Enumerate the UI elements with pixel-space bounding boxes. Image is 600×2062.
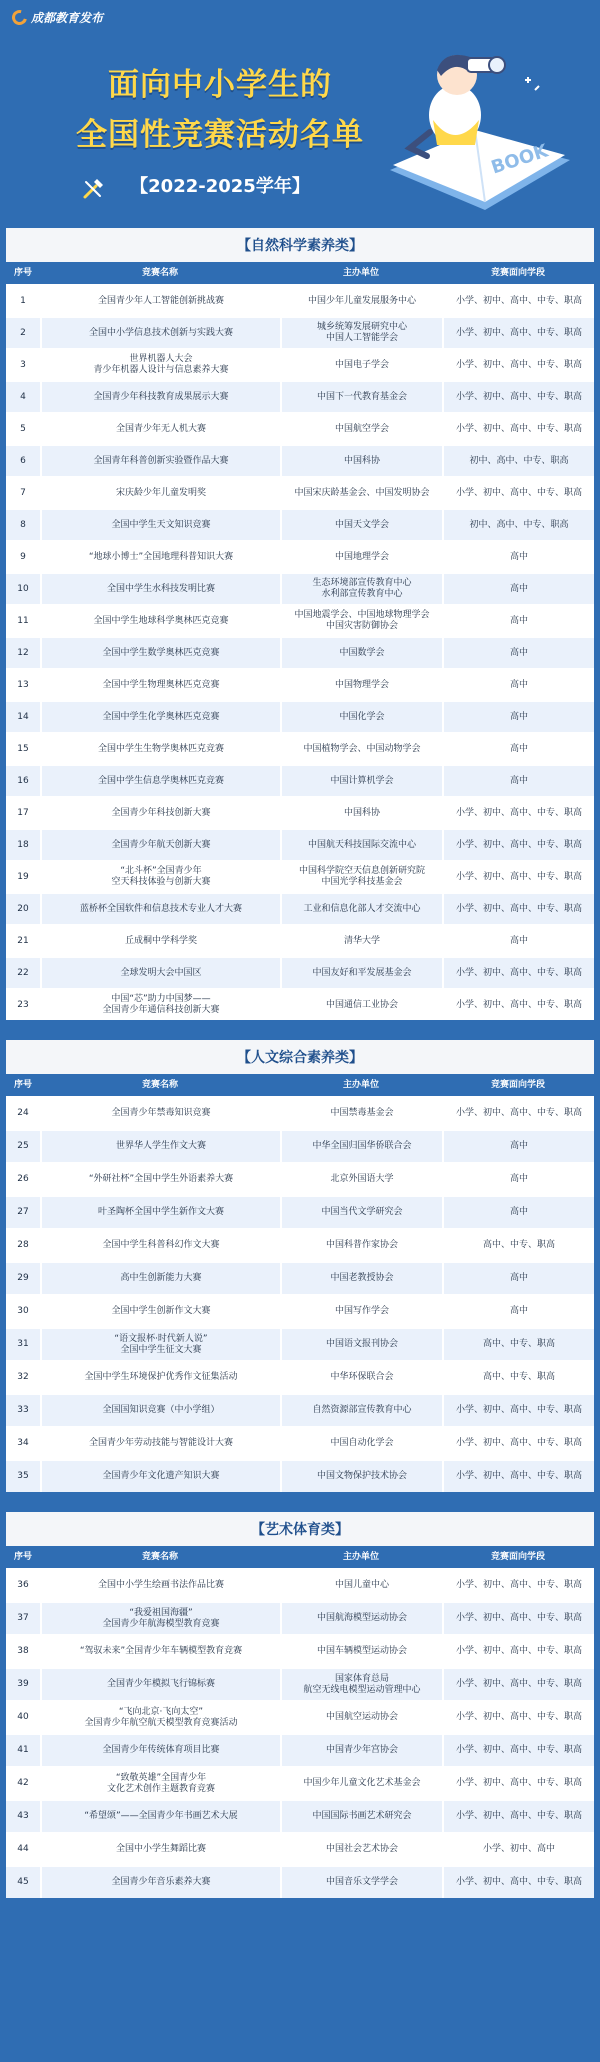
cell-no: 11 <box>6 606 40 636</box>
cell-no: 40 <box>6 1702 40 1733</box>
cell-name: 全国国知识竞赛（中小学组） <box>40 1395 280 1426</box>
cell-no: 4 <box>6 382 40 412</box>
cell-name: 全国中学生创新作文大赛 <box>40 1296 280 1327</box>
cell-host: 中国科协 <box>280 446 442 476</box>
cell-name: 全国青少年航天创新大赛 <box>40 830 280 860</box>
cell-level: 小学、初中、高中、中专、职高 <box>442 1570 594 1601</box>
cell-no: 8 <box>6 510 40 540</box>
cell-host: 国家体育总局 航空无线电模型运动管理中心 <box>280 1669 442 1700</box>
cell-no: 14 <box>6 702 40 732</box>
cell-level: 小学、初中、高中、中专、职高 <box>442 478 594 508</box>
header <box>0 0 600 228</box>
cell-host: 中国国际书画艺术研究会 <box>280 1801 442 1832</box>
cell-host: 中国地震学会、中国地球物理学会 中国灾害防御协会 <box>280 606 442 636</box>
cell-host: 中国文物保护技术协会 <box>280 1461 442 1492</box>
table-row <box>6 1865 594 1898</box>
cell-level: 小学、初中、高中、中专、职高 <box>442 862 594 892</box>
table-row <box>6 1393 594 1426</box>
cell-no: 18 <box>6 830 40 860</box>
cell-no: 36 <box>6 1570 40 1601</box>
cell-level: 小学、初中、高中、中专、职高 <box>442 1636 594 1667</box>
cell-no: 39 <box>6 1669 40 1700</box>
cell-level: 小学、初中、高中、中专、职高 <box>442 1603 594 1634</box>
cell-host: 中国写作学会 <box>280 1296 442 1327</box>
cell-no: 32 <box>6 1362 40 1393</box>
cell-name: “地球小博士”全国地理科普知识大赛 <box>40 542 280 572</box>
section-title: 【人文综合素养类】 <box>237 1050 363 1066</box>
cell-host: 中国车辆模型运动协会 <box>280 1636 442 1667</box>
cell-no: 16 <box>6 766 40 796</box>
table-row <box>6 316 594 348</box>
table-row <box>6 828 594 860</box>
cell-no: 12 <box>6 638 40 668</box>
cell-name: “语文报杯·时代新人说” 全国中学生征文大赛 <box>40 1329 280 1360</box>
column-no: 序号 <box>13 267 32 278</box>
cell-level: 高中 <box>442 542 594 572</box>
cell-level: 高中 <box>442 734 594 764</box>
cell-level: 小学、初中、高中、中专、职高 <box>442 1702 594 1733</box>
cell-host: 中国音乐文学学会 <box>280 1867 442 1898</box>
cell-name: 全国青少年人工智能创新挑战赛 <box>40 286 280 316</box>
cell-name: 全国中学生物理奥林匹克竞赛 <box>40 670 280 700</box>
column-host: 主办单位 <box>342 1551 379 1562</box>
cell-level: 小学、初中、高中、中专、职高 <box>442 318 594 348</box>
cell-level: 高中 <box>442 670 594 700</box>
cell-name: “外研社杯”全国中学生外语素养大赛 <box>40 1164 280 1195</box>
table-row <box>6 1700 594 1733</box>
table-row <box>6 1129 594 1162</box>
cell-level: 高中 <box>442 1197 594 1228</box>
cell-name: 中国“芯”助力中国梦—— 全国青少年通信科技创新大赛 <box>40 990 280 1020</box>
table-row <box>6 572 594 604</box>
logo-text: 成都教育发布 <box>31 11 104 25</box>
cell-host: 中国禁毒基金会 <box>280 1098 442 1129</box>
cell-no: 41 <box>6 1735 40 1766</box>
cell-no: 38 <box>6 1636 40 1667</box>
cell-level: 小学、初中、高中、中专、职高 <box>442 958 594 988</box>
cell-no: 15 <box>6 734 40 764</box>
section-title: 【艺术体育类】 <box>251 1522 349 1538</box>
cell-level: 小学、初中、高中、中专、职高 <box>442 286 594 316</box>
table-row <box>6 1426 594 1459</box>
table-row <box>6 1096 594 1129</box>
table-row <box>6 1766 594 1799</box>
cell-level: 小学、初中、高中、中专、职高 <box>442 798 594 828</box>
column-name: 竞赛名称 <box>141 267 178 278</box>
table-row <box>6 1733 594 1766</box>
cell-host: 中国计算机学会 <box>280 766 442 796</box>
cell-name: 全国中学生科普科幻作文大赛 <box>40 1230 280 1261</box>
table-row <box>6 1667 594 1700</box>
cell-no: 25 <box>6 1131 40 1162</box>
cell-name: 全球发明大会中国区 <box>40 958 280 988</box>
cell-name: 全国青少年禁毒知识竞赛 <box>40 1098 280 1129</box>
cell-host: 中国航空运动协会 <box>280 1702 442 1733</box>
cell-no: 3 <box>6 350 40 380</box>
cell-name: 全国中学生地球科学奥林匹克竞赛 <box>40 606 280 636</box>
table-row <box>6 1832 594 1865</box>
cell-host: 中国通信工业协会 <box>280 990 442 1020</box>
section-header <box>6 1512 594 1546</box>
cell-host: 生态环境部宣传教育中心 水利部宣传教育中心 <box>280 574 442 604</box>
cell-name: 世界机器人大会 青少年机器人设计与信息素养大赛 <box>40 350 280 380</box>
cell-host: 中国化学会 <box>280 702 442 732</box>
cell-host: 中国语文报刊协会 <box>280 1329 442 1360</box>
cell-no: 17 <box>6 798 40 828</box>
cell-host: 中国科普作家协会 <box>280 1230 442 1261</box>
title-line-1: 面向中小学生的 <box>108 67 332 103</box>
cell-name: 全国青少年科技教育成果展示大赛 <box>40 382 280 412</box>
cell-no: 33 <box>6 1395 40 1426</box>
table-row <box>6 636 594 668</box>
cell-no: 42 <box>6 1768 40 1799</box>
table-row <box>6 284 594 316</box>
page-title <box>40 60 400 160</box>
cell-name: 全国中学生环境保护优秀作文征集活动 <box>40 1362 280 1393</box>
cell-no: 6 <box>6 446 40 476</box>
cell-level: 高中 <box>442 638 594 668</box>
cell-name: 全国青少年模拟飞行锦标赛 <box>40 1669 280 1700</box>
table-row <box>6 1459 594 1492</box>
section-title: 【自然科学素养类】 <box>237 238 363 254</box>
cell-level: 小学、初中、高中、中专、职高 <box>442 1669 594 1700</box>
cell-name: 全国青少年科技创新大赛 <box>40 798 280 828</box>
logo <box>12 9 103 26</box>
cell-level: 小学、初中、高中、中专、职高 <box>442 1428 594 1459</box>
cell-level: 初中、高中、中专、职高 <box>442 510 594 540</box>
book-label: BOOK <box>488 140 551 179</box>
table-row <box>6 412 594 444</box>
column-name: 竞赛名称 <box>141 1551 178 1562</box>
cell-name: 全国青少年传统体育项目比赛 <box>40 1735 280 1766</box>
cell-host: 中国航海模型运动协会 <box>280 1603 442 1634</box>
cell-level: 高中 <box>442 766 594 796</box>
cell-host: 中国电子学会 <box>280 350 442 380</box>
cell-no: 34 <box>6 1428 40 1459</box>
cell-host: 中国数学会 <box>280 638 442 668</box>
cell-host: 中国下一代教育基金会 <box>280 382 442 412</box>
column-host: 主办单位 <box>342 1079 379 1090</box>
table-row <box>6 444 594 476</box>
cell-name: “我爱祖国海疆” 全国青少年航海模型教育竞赛 <box>40 1603 280 1634</box>
cell-name: “致敬英雄”全国青少年 文化艺术创作主题教育竞赛 <box>40 1768 280 1799</box>
table-row <box>6 764 594 796</box>
cell-level: 高中、中专、职高 <box>442 1230 594 1261</box>
cell-name: 全国青少年文化遗产知识大赛 <box>40 1461 280 1492</box>
cell-host: 北京外国语大学 <box>280 1164 442 1195</box>
table-body <box>6 1568 594 1898</box>
cell-level: 小学、初中、高中、中专、职高 <box>442 1735 594 1766</box>
cell-no: 7 <box>6 478 40 508</box>
cell-level: 高中 <box>442 1164 594 1195</box>
section-header <box>6 1040 594 1074</box>
cell-level: 小学、初中、高中、中专、职高 <box>442 382 594 412</box>
table-row <box>6 1360 594 1393</box>
cell-host: 中国天文学会 <box>280 510 442 540</box>
cell-level: 高中 <box>442 702 594 732</box>
cell-name: 全国青年科普创新实验暨作品大赛 <box>40 446 280 476</box>
column-host: 主办单位 <box>342 267 379 278</box>
cell-name: 全国中学生化学奥林匹克竞赛 <box>40 702 280 732</box>
cell-host: 中华全国归国华侨联合会 <box>280 1131 442 1162</box>
cell-no: 28 <box>6 1230 40 1261</box>
cell-level: 小学、初中、高中、中专、职高 <box>442 990 594 1020</box>
section-gap <box>0 1020 600 1040</box>
cell-level: 小学、初中、高中、中专、职高 <box>442 894 594 924</box>
cell-no: 22 <box>6 958 40 988</box>
table-row <box>6 1799 594 1832</box>
table-row <box>6 1327 594 1360</box>
logo-icon <box>9 7 29 27</box>
table-row <box>6 540 594 572</box>
cell-host: 中国老教授协会 <box>280 1263 442 1294</box>
table-row <box>6 860 594 892</box>
table-row <box>6 508 594 540</box>
cell-name: 叶圣陶杯全国中学生新作文大赛 <box>40 1197 280 1228</box>
table-row <box>6 796 594 828</box>
table-row <box>6 956 594 988</box>
cell-host: 中国自动化学会 <box>280 1428 442 1459</box>
column-no: 序号 <box>13 1079 32 1090</box>
table-row <box>6 1601 594 1634</box>
cell-host: 中国科协 <box>280 798 442 828</box>
cell-no: 44 <box>6 1834 40 1865</box>
cell-host: 中国儿童中心 <box>280 1570 442 1601</box>
cell-name: 全国中学生天文知识竞赛 <box>40 510 280 540</box>
cell-host: 中国社会艺术协会 <box>280 1834 442 1865</box>
cell-host: 中国少年儿童文化艺术基金会 <box>280 1768 442 1799</box>
cell-name: 全国中小学生舞蹈比赛 <box>40 1834 280 1865</box>
table-row <box>6 476 594 508</box>
table-body <box>6 1096 594 1492</box>
cell-name: 全国青少年无人机大赛 <box>40 414 280 444</box>
cell-name: “北斗杯”全国青少年 空天科技体验与创新大赛 <box>40 862 280 892</box>
cell-name: 全国中学生水科技发明比赛 <box>40 574 280 604</box>
cell-no: 37 <box>6 1603 40 1634</box>
cell-host: 中国地理学会 <box>280 542 442 572</box>
cell-level: 小学、初中、高中、中专、职高 <box>442 1801 594 1832</box>
cell-host: 清华大学 <box>280 926 442 956</box>
title-line-2: 全国性竞赛活动名单 <box>76 117 364 153</box>
column-level: 竞赛面向学段 <box>490 1079 545 1090</box>
cell-no: 26 <box>6 1164 40 1195</box>
section-table <box>6 228 594 1020</box>
table-row <box>6 348 594 380</box>
cell-host: 工业和信息化部人才交流中心 <box>280 894 442 924</box>
cell-level: 小学、初中、高中 <box>442 1834 594 1865</box>
cell-name: 全国中学生数学奥林匹克竞赛 <box>40 638 280 668</box>
cell-level: 高中 <box>442 1296 594 1327</box>
cell-no: 5 <box>6 414 40 444</box>
cell-name: 世界华人学生作文大赛 <box>40 1131 280 1162</box>
cell-level: 小学、初中、高中、中专、职高 <box>442 1768 594 1799</box>
cell-level: 小学、初中、高中、中专、职高 <box>442 414 594 444</box>
table-row <box>6 1568 594 1601</box>
table-row <box>6 380 594 412</box>
cell-no: 21 <box>6 926 40 956</box>
column-level: 竞赛面向学段 <box>490 267 545 278</box>
cell-level: 高中 <box>442 1131 594 1162</box>
student-reading-illustration <box>375 20 585 220</box>
cell-level: 小学、初中、高中、中专、职高 <box>442 1461 594 1492</box>
section-gap <box>0 1492 600 1512</box>
cell-name: 丘成桐中学科学奖 <box>40 926 280 956</box>
cell-level: 高中、中专、职高 <box>442 1329 594 1360</box>
column-header-row <box>6 1074 594 1096</box>
cell-name: 全国青少年音乐素养大赛 <box>40 1867 280 1898</box>
cell-name: 蓝桥杯全国软件和信息技术专业人才大赛 <box>40 894 280 924</box>
cell-no: 30 <box>6 1296 40 1327</box>
table-row <box>6 1228 594 1261</box>
cell-name: 宋庆龄少年儿童发明奖 <box>40 478 280 508</box>
cell-level: 高中、中专、职高 <box>442 1362 594 1393</box>
column-no: 序号 <box>13 1551 32 1562</box>
cell-host: 中国青少年宫协会 <box>280 1735 442 1766</box>
cell-host: 中国航空学会 <box>280 414 442 444</box>
cell-level: 高中 <box>442 606 594 636</box>
cell-host: 中国宋庆龄基金会、中国发明协会 <box>280 478 442 508</box>
cell-level: 小学、初中、高中、中专、职高 <box>442 1867 594 1898</box>
cell-name: “飞向北京·飞向太空” 全国青少年航空航天模型教育竞赛活动 <box>40 1702 280 1733</box>
table-row <box>6 732 594 764</box>
cell-level: 小学、初中、高中、中专、职高 <box>442 830 594 860</box>
cell-no: 31 <box>6 1329 40 1360</box>
cell-no: 24 <box>6 1098 40 1129</box>
cell-name: 全国中小学信息技术创新与实践大赛 <box>40 318 280 348</box>
table-row <box>6 924 594 956</box>
table-row <box>6 892 594 924</box>
cell-host: 城乡统筹发展研究中心 中国人工智能学会 <box>280 318 442 348</box>
cell-no: 10 <box>6 574 40 604</box>
column-name: 竞赛名称 <box>141 1079 178 1090</box>
column-header-row <box>6 1546 594 1568</box>
cell-no: 45 <box>6 1867 40 1898</box>
cell-name: 高中生创新能力大赛 <box>40 1263 280 1294</box>
cell-no: 20 <box>6 894 40 924</box>
cell-no: 9 <box>6 542 40 572</box>
school-year: 【2022-2025学年】 <box>130 176 310 197</box>
table-body <box>6 284 594 1020</box>
cell-host: 中国当代文学研究会 <box>280 1197 442 1228</box>
column-header-row <box>6 262 594 284</box>
section-header <box>6 228 594 262</box>
cell-name: 全国中学生信息学奥林匹克竞赛 <box>40 766 280 796</box>
cell-level: 高中 <box>442 926 594 956</box>
cell-level: 小学、初中、高中、中专、职高 <box>442 1098 594 1129</box>
cell-name: “驾驭未来”全国青少年车辆模型教育竞赛 <box>40 1636 280 1667</box>
cell-name: 全国中学生生物学奥林匹克竞赛 <box>40 734 280 764</box>
cell-host: 中华环保联合会 <box>280 1362 442 1393</box>
cell-no: 2 <box>6 318 40 348</box>
cell-level: 初中、高中、中专、职高 <box>442 446 594 476</box>
section-table <box>6 1040 594 1492</box>
cell-name: “希望颂”——全国青少年书画艺术大展 <box>40 1801 280 1832</box>
cell-level: 小学、初中、高中、中专、职高 <box>442 1395 594 1426</box>
tools-icon <box>82 176 106 200</box>
cell-no: 13 <box>6 670 40 700</box>
cell-no: 1 <box>6 286 40 316</box>
table-row <box>6 988 594 1020</box>
column-level: 竞赛面向学段 <box>490 1551 545 1562</box>
cell-host: 中国航天科技国际交流中心 <box>280 830 442 860</box>
cell-host: 中国少年儿童发展服务中心 <box>280 286 442 316</box>
table-row <box>6 668 594 700</box>
cell-host: 中国植物学会、中国动物学会 <box>280 734 442 764</box>
cell-name: 全国中小学生绘画书法作品比赛 <box>40 1570 280 1601</box>
table-row <box>6 1294 594 1327</box>
table-row <box>6 1634 594 1667</box>
section-table <box>6 1512 594 1898</box>
table-row <box>6 604 594 636</box>
cell-no: 35 <box>6 1461 40 1492</box>
cell-level: 高中 <box>442 1263 594 1294</box>
cell-no: 29 <box>6 1263 40 1294</box>
cell-host: 中国科学院空天信息创新研究院 中国光学科技基金会 <box>280 862 442 892</box>
table-row <box>6 700 594 732</box>
table-row <box>6 1162 594 1195</box>
cell-host: 自然资源部宣传教育中心 <box>280 1395 442 1426</box>
cell-level: 高中 <box>442 574 594 604</box>
cell-no: 19 <box>6 862 40 892</box>
cell-no: 23 <box>6 990 40 1020</box>
cell-level: 小学、初中、高中、中专、职高 <box>442 350 594 380</box>
cell-host: 中国友好和平发展基金会 <box>280 958 442 988</box>
cell-name: 全国青少年劳动技能与智能设计大赛 <box>40 1428 280 1459</box>
cell-host: 中国物理学会 <box>280 670 442 700</box>
cell-no: 43 <box>6 1801 40 1832</box>
table-row <box>6 1195 594 1228</box>
sections <box>0 228 600 1898</box>
table-row <box>6 1261 594 1294</box>
cell-no: 27 <box>6 1197 40 1228</box>
